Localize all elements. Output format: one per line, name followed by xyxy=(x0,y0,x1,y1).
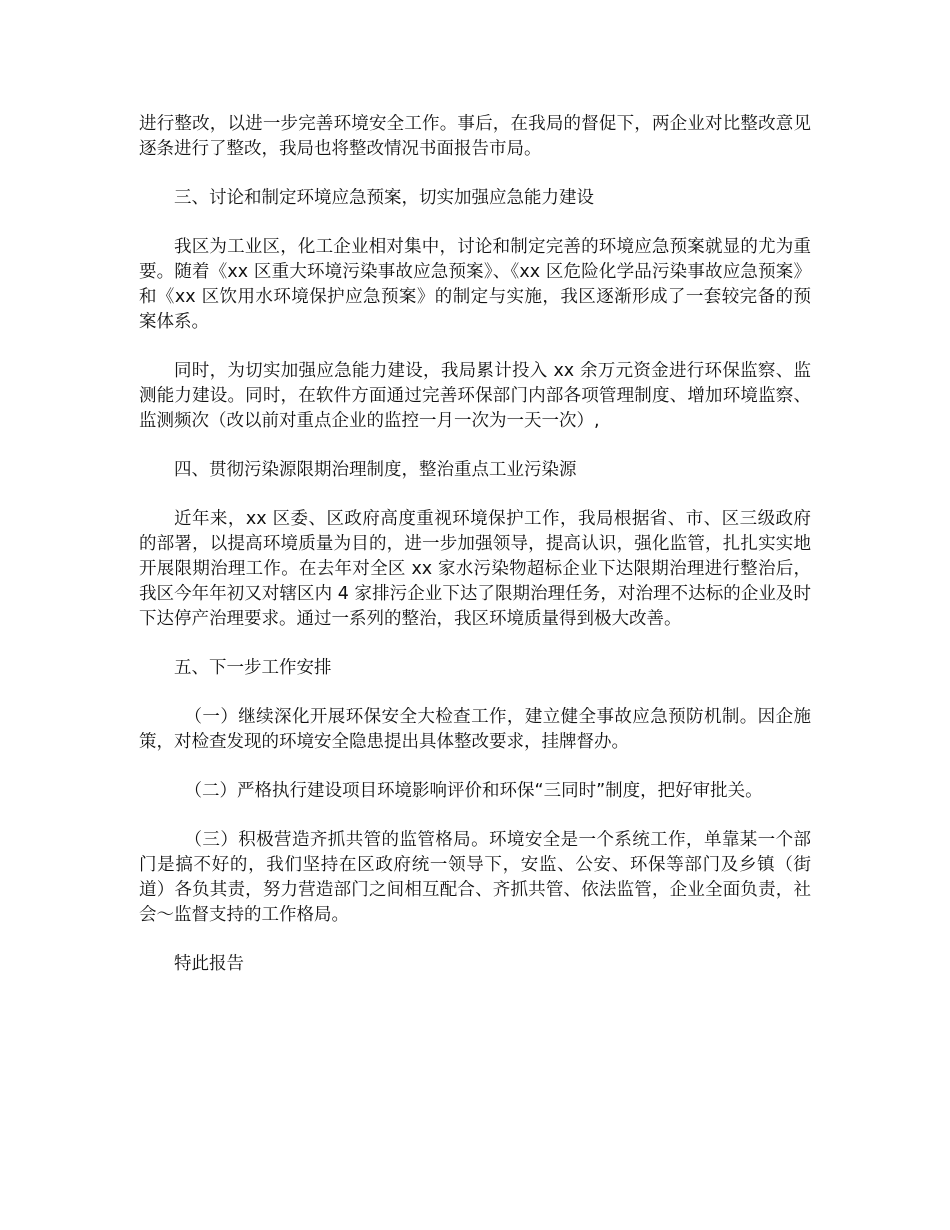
paragraph: 同时，为切实加强应急能力建设，我局累计投入 xx 余万元资金进行环保监察、监测能力建设。同时，在软件方面通过完善环保部门内部各项管理制度、增加环境监察、监测频次（改以前对重点企业的监控一月一次为一天一次）, xyxy=(139,361,811,431)
sub-item-2: （二）严格执行建设项目环境影响评价和环保“三同时”制度，把好审批关。 xyxy=(184,781,763,801)
section-heading-5: 五、下一步工作安排 xyxy=(174,658,332,678)
sub-item-1: （一）继续深化开展环保安全大检查工作，建立健全事故应急预防机制。因企施策，对检查发现的环境安全隐患提出具体整改要求，挂牌督办。 xyxy=(139,707,811,752)
sub-item-3: （三）积极营造齐抓共管的监管格局。环境安全是一个系统工作，单靠某一个部门是搞不好的，我们坚持在区政府统一领导下，安监、公安、环保等部门及乡镇（街道）各负其责，努力营造部门之间相互配合、齐抓共管、依法监管，企业全面负责，社会～监督支持的工作格局。 xyxy=(139,830,811,925)
section-heading-4: 四、贯彻污染源限期治理制度，整治重点工业污染源 xyxy=(174,460,577,480)
section-heading-3: 三、讨论和制定环境应急预案，切实加强应急能力建设 xyxy=(174,188,594,208)
paragraph: 近年来，xx 区委、区政府高度重视环境保护工作，我局根据省、市、区三级政府的部署，以提高环境质量为目的，进一步加强领导，提高认识，强化监管，扎扎实实地开展限期治理工作。在去年对全区 xx 家水污染物超标企业下达限期治理进行整治后，我区今年年初又对辖区内 4 家排污企业下达了限期治理任务，对治理不达标的企业及时下达停产治理要求。通过一系列的整治，我区环境质量得到极大改善。 xyxy=(139,509,811,629)
paragraph: 我区为工业区，化工企业相对集中，讨论和制定完善的环境应急预案就显的尤为重要。随着《xx 区重大环境污染事故应急预案》、《xx 区危险化学品污染事故应急预案》和《xx 区饮用水环境保护应急预案》的制定与实施，我区逐渐形成了一套较完备的预案体系。 xyxy=(139,237,811,332)
paragraph-continuation: 进行整改，以进一步完善环境安全工作。事后，在我局的督促下，两企业对比整改意见逐条进行了整改，我局也将整改情况书面报告市局。 xyxy=(139,114,811,159)
closing-statement: 特此报告 xyxy=(174,954,244,974)
document-body xyxy=(139,112,811,1001)
